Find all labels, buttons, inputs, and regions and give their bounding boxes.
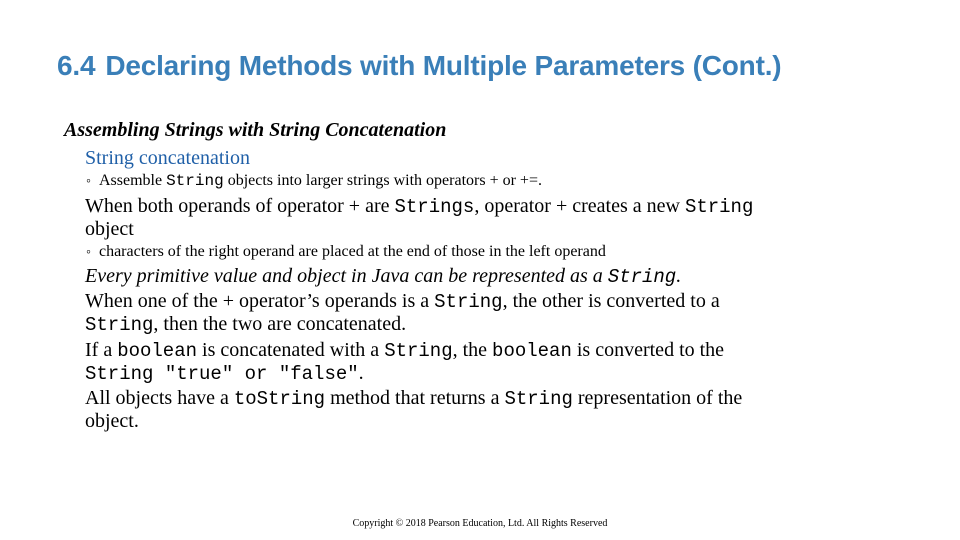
- text-run: , operator + creates a new: [474, 195, 685, 217]
- text-run: When both operands of operator + are: [85, 195, 395, 217]
- bullet-text: [85, 265, 681, 287]
- text-run: is converted to the: [571, 339, 725, 361]
- sub-text: Assemble: [98, 172, 167, 189]
- bullet-icon: [64, 149, 78, 163]
- section-number: 6.4: [57, 50, 96, 81]
- text-run: If a: [85, 339, 118, 361]
- bullet-text: [85, 339, 724, 361]
- title-text: Declaring Methods with Multiple Parameters (Cont.): [105, 50, 782, 81]
- bullet-icon: [64, 197, 78, 211]
- text-run: , the other is converted to a: [502, 290, 720, 312]
- code-text: String: [607, 266, 677, 288]
- code-text: String: [384, 340, 453, 362]
- bullet-icon: [64, 341, 78, 355]
- code-text: boolean: [492, 340, 572, 362]
- bullet-icon: [64, 389, 78, 403]
- text-run: All objects have a: [85, 387, 234, 409]
- code-text: String "true" or "false": [85, 363, 359, 385]
- sub-text: characters of the right operand are placed at the end of those in the left operand: [98, 243, 606, 260]
- text-run: , the: [452, 339, 493, 361]
- code-text: toString: [233, 388, 326, 410]
- bullet-icon: [64, 267, 78, 281]
- code-text: String: [504, 388, 573, 410]
- bullet-text: [85, 387, 742, 409]
- code-text: String: [434, 291, 503, 313]
- text-run: When one of the + operator’s operands is a: [85, 290, 435, 312]
- text-run: is concatenated with a: [197, 339, 385, 361]
- sub-bullet-icon: ◦: [86, 174, 91, 189]
- sub-bullet-assemble: [86, 172, 542, 191]
- bullet-text: [85, 195, 753, 217]
- bullet-text-continued: object.: [85, 410, 139, 432]
- bullet-text: [85, 290, 720, 312]
- text-run: .: [358, 362, 364, 384]
- bullet-text-continued: object: [85, 218, 134, 240]
- bullet-text-continued: [85, 362, 364, 384]
- bullet-text: String concatenation: [85, 147, 250, 169]
- sub-bullet-icon: ◦: [86, 245, 91, 260]
- code-text: String: [684, 196, 754, 218]
- code-text: Strings: [394, 196, 475, 218]
- code-text: String: [166, 172, 224, 190]
- text-run: , then the two are concatenated.: [153, 313, 407, 335]
- bullet-icon: [64, 292, 78, 306]
- text-run: method that returns a: [325, 387, 505, 409]
- copyright-footer: Copyright © 2018 Pearson Education, Ltd. All Rights Reserved: [352, 518, 608, 529]
- code-text: String: [85, 314, 154, 336]
- code-text: boolean: [117, 340, 198, 362]
- text-run: representation of the: [572, 387, 743, 409]
- text-run: Every primitive value and object in Java can be represented as a: [85, 265, 608, 287]
- sub-bullet-characters: [86, 243, 606, 262]
- subheading: Assembling Strings with String Concatenation: [64, 119, 447, 141]
- sub-text: objects into larger strings with operators + or +=.: [223, 172, 542, 189]
- slide-title: [57, 50, 781, 82]
- text-run: .: [676, 265, 682, 287]
- bullet-text-continued: [85, 313, 406, 335]
